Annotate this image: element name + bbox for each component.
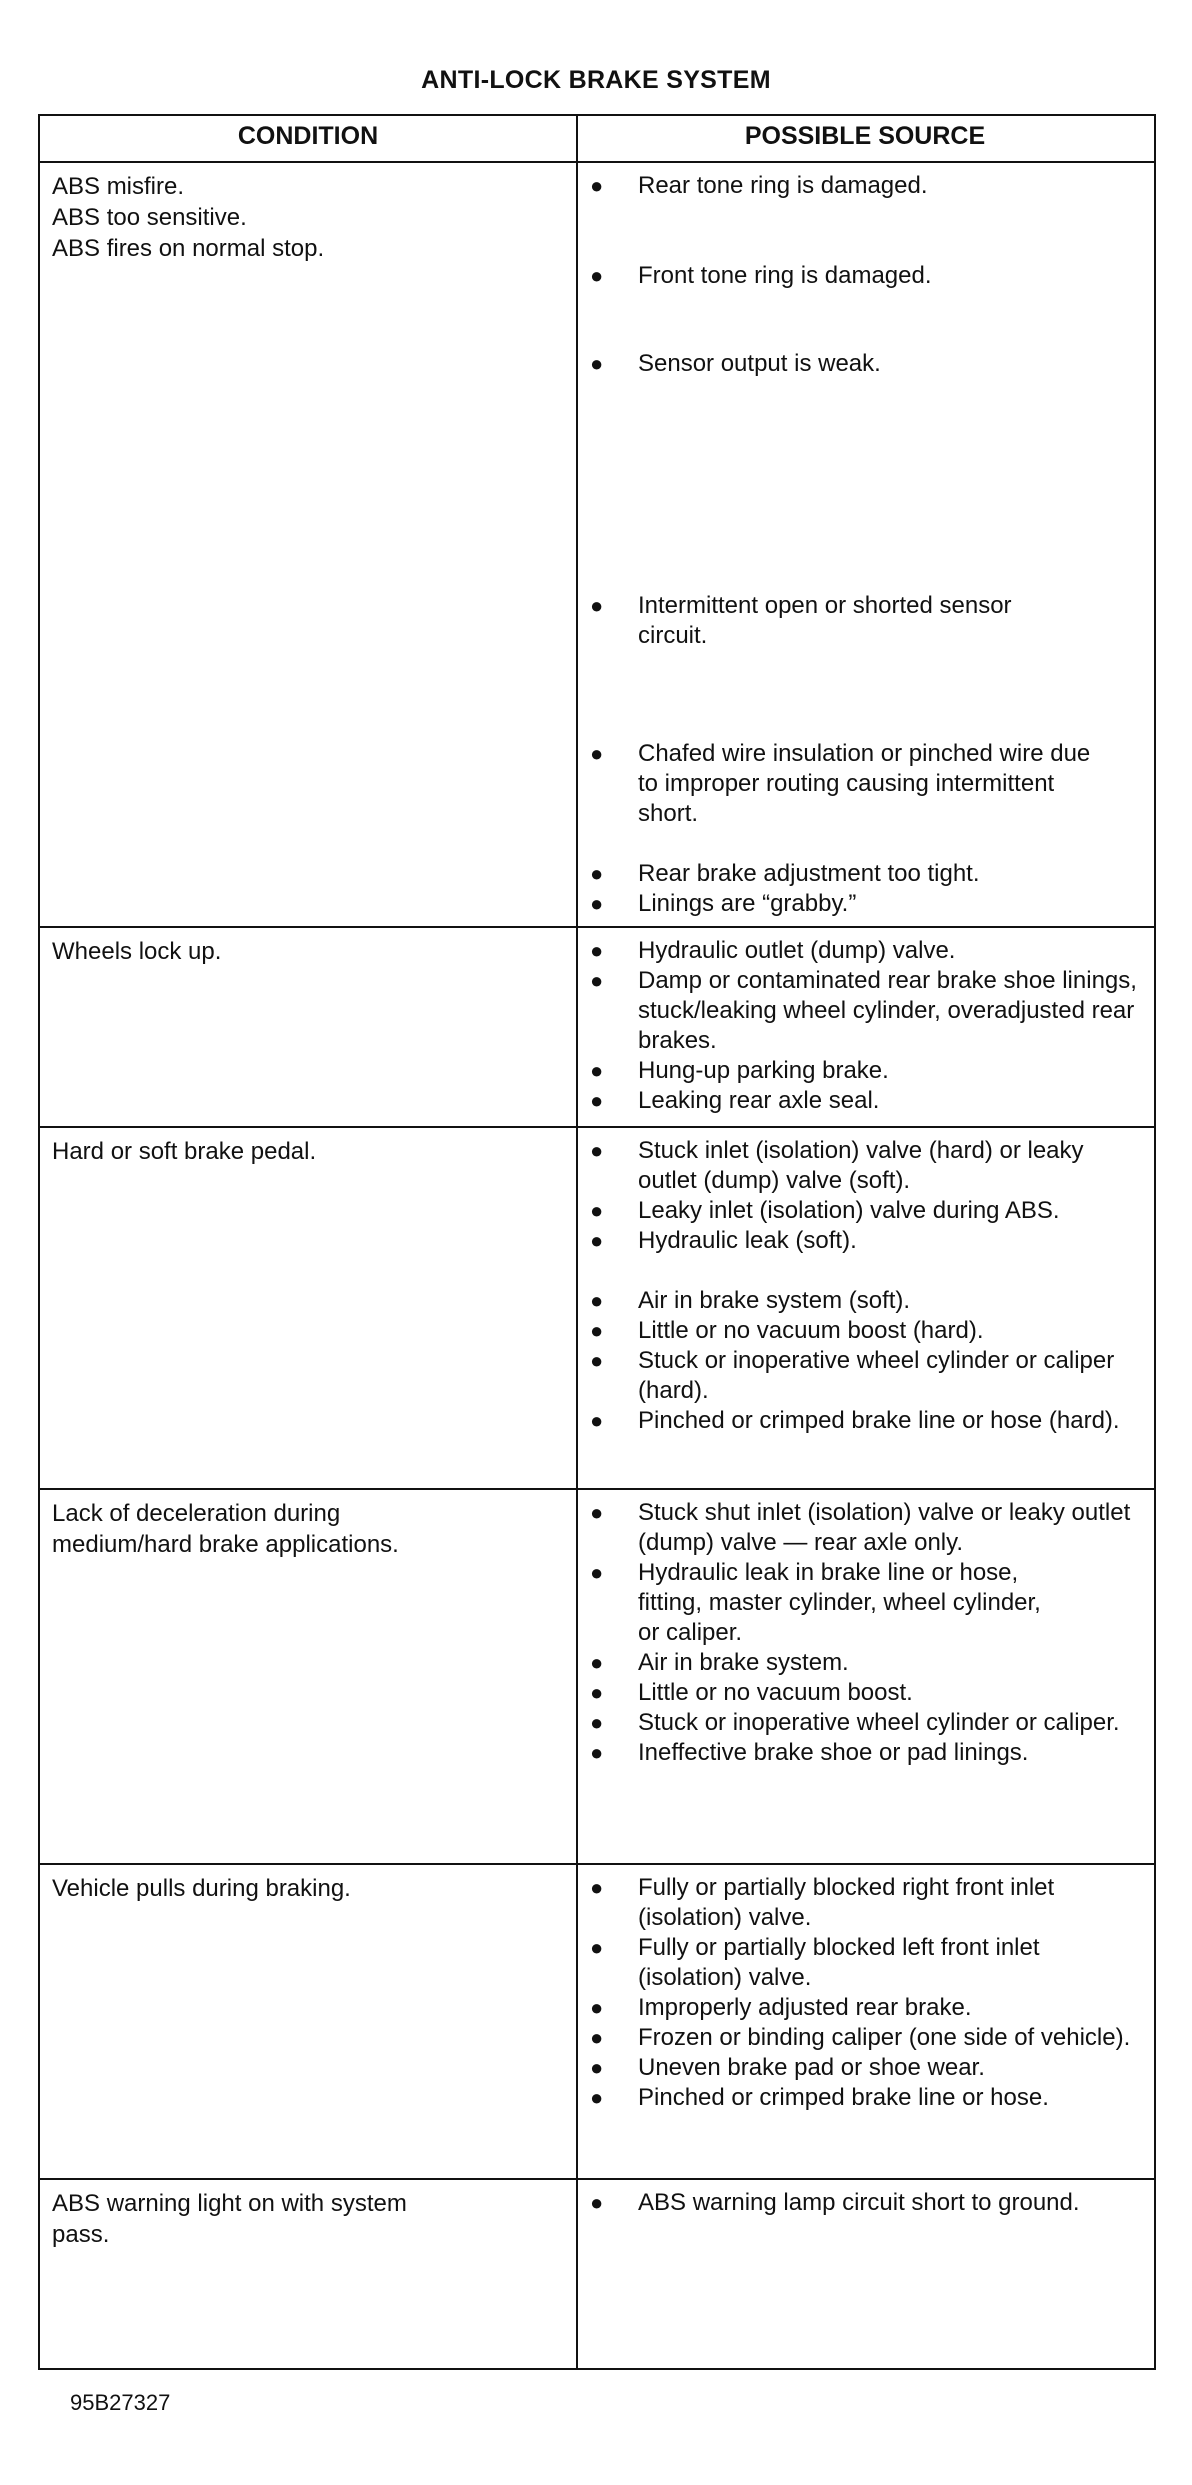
list-item: [590, 1933, 1140, 1993]
bullet-icon: ●: [590, 938, 604, 963]
bullet-icon: ●: [590, 1875, 604, 1900]
table-row: [40, 161, 1154, 926]
bullet-icon: ●: [590, 1228, 604, 1253]
bullet-icon: ●: [590, 1995, 604, 2020]
table-row: [40, 1863, 1154, 2178]
source-text: Linings are “grabby.”: [638, 890, 857, 917]
bullet-icon: ●: [590, 1560, 604, 1585]
list-item: [590, 1708, 1140, 1738]
bullet-icon: ●: [590, 1740, 604, 1765]
source-text: Intermittent open or shorted sensor circuit.: [638, 592, 1012, 649]
source-text: Hydraulic leak (soft).: [638, 1227, 857, 1254]
bullet-icon: ●: [590, 1348, 604, 1373]
source-text: Rear tone ring is damaged.: [638, 172, 928, 199]
list-item: [590, 2083, 1140, 2113]
list-item: [590, 1648, 1140, 1678]
source-text: Hydraulic outlet (dump) valve.: [638, 937, 956, 964]
bullet-icon: ●: [590, 593, 604, 618]
list-item: [590, 1873, 1140, 1933]
list-item: [590, 739, 1140, 829]
bullet-icon: ●: [590, 1408, 604, 1433]
list-item: [590, 1738, 1140, 1768]
list-item: [590, 349, 1140, 379]
bullet-icon: ●: [590, 1318, 604, 1343]
list-item: [590, 2188, 1140, 2218]
list-item: [590, 1406, 1140, 1436]
bullet-icon: ●: [590, 2025, 604, 2050]
bullet-icon: ●: [590, 1058, 604, 1083]
source-text: Damp or contaminated rear brake shoe linings, stuck/leaking wheel cylinder, overadjusted rear brakes.: [638, 967, 1137, 1054]
list-item: [590, 1056, 1140, 1086]
bullet-icon: ●: [590, 263, 604, 288]
list-item: [590, 261, 1140, 291]
source-column-header: POSSIBLE SOURCE: [744, 122, 986, 150]
source-text: Little or no vacuum boost.: [638, 1679, 913, 1706]
list-item: [590, 966, 1140, 1056]
condition-text: medium/hard brake applications.: [52, 1531, 399, 1558]
bullet-icon: ●: [590, 968, 604, 993]
source-text: Fully or partially blocked right front inlet (isolation) valve.: [638, 1874, 1055, 1931]
source-cell: [578, 1128, 1154, 1488]
bullet-icon: ●: [590, 2085, 604, 2110]
source-text: Pinched or crimped brake line or hose.: [638, 2084, 1049, 2111]
source-text: Frozen or binding caliper (one side of vehicle).: [638, 2024, 1131, 2051]
source-text: Ineffective brake shoe or pad linings.: [638, 1739, 1029, 1766]
source-text: Stuck or inoperative wheel cylinder or caliper (hard).: [638, 1347, 1115, 1404]
list-item: [590, 1558, 1140, 1648]
list-item: [590, 1346, 1140, 1406]
bullet-icon: ●: [590, 173, 604, 198]
source-text: Air in brake system.: [638, 1649, 849, 1676]
condition-text: ABS warning light on with system: [52, 2190, 407, 2217]
condition-cell: [40, 928, 578, 1126]
list-item: [590, 2023, 1140, 2053]
condition-column-header: CONDITION: [40, 116, 578, 161]
source-text: Leaking rear axle seal.: [638, 1087, 880, 1114]
list-item: [590, 1226, 1140, 1256]
source-text: Hung-up parking brake.: [638, 1057, 889, 1084]
list-item: [590, 1993, 1140, 2023]
condition-cell: [40, 1490, 578, 1863]
list-item: [590, 171, 1140, 201]
source-cell: [578, 163, 1154, 926]
condition-cell: [40, 1128, 578, 1488]
list-item: [590, 889, 1140, 919]
source-text: Sensor output is weak.: [638, 350, 881, 377]
bullet-icon: ●: [590, 1650, 604, 1675]
source-text: Stuck inlet (isolation) valve (hard) or leaky outlet (dump) valve (soft).: [638, 1137, 1084, 1194]
list-item: [590, 1286, 1140, 1316]
source-text: ABS warning lamp circuit short to ground.: [638, 2189, 1080, 2216]
diagnosis-table: [38, 114, 1156, 2370]
list-item: [590, 2053, 1140, 2083]
bullet-icon: ●: [590, 741, 604, 766]
source-text: Uneven brake pad or shoe wear.: [638, 2054, 985, 2081]
source-cell: [578, 2180, 1154, 2368]
bullet-icon: ●: [590, 351, 604, 376]
list-item: [590, 1498, 1140, 1558]
condition-text: ABS fires on normal stop.: [52, 235, 325, 262]
source-text: Stuck shut inlet (isolation) valve or leaky outlet (dump) valve — rear axle only.: [638, 1499, 1131, 1556]
bullet-icon: ●: [590, 1680, 604, 1705]
bullet-icon: ●: [590, 891, 604, 916]
bullet-icon: ●: [590, 1198, 604, 1223]
condition-text: Hard or soft brake pedal.: [52, 1138, 317, 1165]
condition-text: Vehicle pulls during braking.: [52, 1875, 351, 1902]
list-item: [590, 591, 1140, 651]
source-cell: [578, 1865, 1154, 2178]
table-row: [40, 926, 1154, 1126]
source-text: Stuck or inoperative wheel cylinder or caliper.: [638, 1709, 1120, 1736]
condition-text: ABS misfire.: [52, 173, 185, 200]
condition-cell: [40, 163, 578, 926]
source-text: Air in brake system (soft).: [638, 1287, 911, 1314]
list-item: [590, 1316, 1140, 1346]
bullet-icon: ●: [590, 1138, 604, 1163]
bullet-icon: ●: [590, 861, 604, 886]
bullet-icon: ●: [590, 1088, 604, 1113]
condition-text: Lack of deceleration during: [52, 1500, 341, 1527]
bullet-icon: ●: [590, 1710, 604, 1735]
table-row: [40, 1488, 1154, 1863]
bullet-icon: ●: [590, 1500, 604, 1525]
bullet-icon: ●: [590, 2190, 604, 2215]
table-row: [40, 2178, 1154, 2368]
condition-text: ABS too sensitive.: [52, 204, 247, 231]
source-text: Rear brake adjustment too tight.: [638, 860, 980, 887]
list-item: [590, 1086, 1140, 1116]
list-item: [590, 1678, 1140, 1708]
list-item: [590, 1136, 1140, 1196]
bullet-icon: ●: [590, 1935, 604, 1960]
table-row: [40, 1126, 1154, 1488]
bullet-icon: ●: [590, 1288, 604, 1313]
condition-cell: [40, 1865, 578, 2178]
condition-cell: [40, 2180, 578, 2368]
list-item: [590, 859, 1140, 889]
source-text: Little or no vacuum boost (hard).: [638, 1317, 984, 1344]
bullet-icon: ●: [590, 2055, 604, 2080]
source-text: Front tone ring is damaged.: [638, 262, 932, 289]
list-item: [590, 936, 1140, 966]
source-text: Leaky inlet (isolation) valve during ABS.: [638, 1197, 1060, 1224]
condition-text: Wheels lock up.: [52, 938, 222, 965]
table-header-row: [40, 116, 1154, 161]
list-item: [590, 1196, 1140, 1226]
source-text: Hydraulic leak in brake line or hose, fitting, master cylinder, wheel cylinder, or caliper.: [638, 1559, 1041, 1646]
source-cell: [578, 1490, 1154, 1863]
source-text: Improperly adjusted rear brake.: [638, 1994, 972, 2021]
condition-text: pass.: [52, 2221, 110, 2248]
source-text: Pinched or crimped brake line or hose (hard).: [638, 1407, 1120, 1434]
document-title: ANTI-LOCK BRAKE SYSTEM: [421, 66, 771, 94]
source-text: Fully or partially blocked left front inlet (isolation) valve.: [638, 1934, 1040, 1991]
source-text: Chafed wire insulation or pinched wire due to improper routing causing intermittent short.: [638, 740, 1091, 827]
source-cell: [578, 928, 1154, 1126]
figure-code: 95B27327: [70, 2390, 171, 2415]
